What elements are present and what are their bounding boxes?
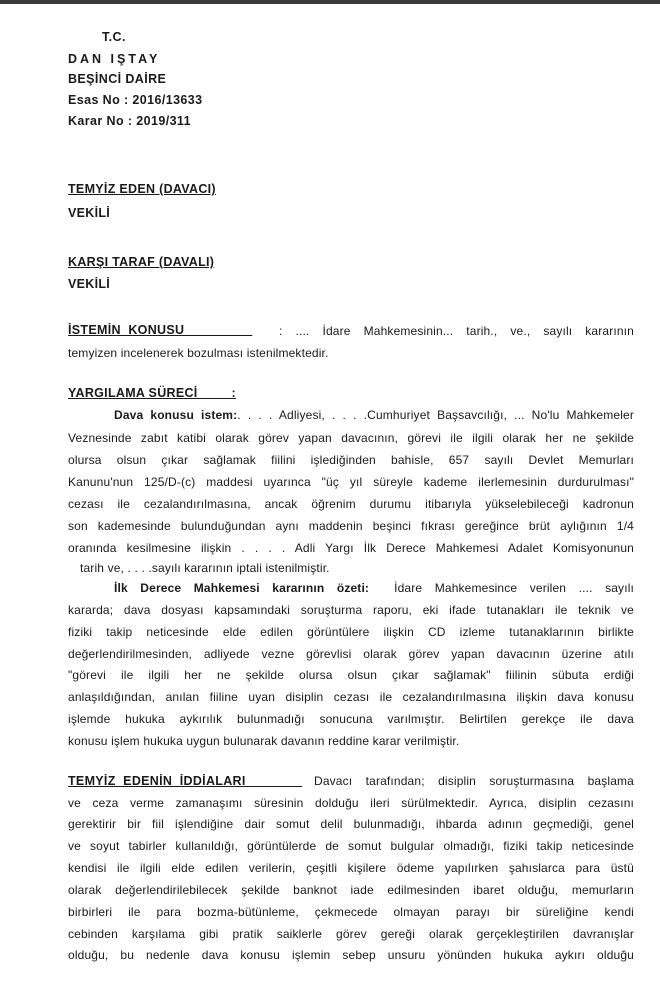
- claims-line: gerektirir bir fiil işlendiğine dair somut delil bulunmadığı, ihbarda adının geçmediği, genel: [68, 817, 634, 831]
- appellant-agent: VEKİLİ: [68, 206, 111, 220]
- claims-line: ve soyut tabirler kullanıldığı, görüntülerde de somut bulgular olmadığı, fiziki takip neticesinde: [68, 839, 634, 853]
- claims-line: ve ceza verme zamanaşımı süresinin dolduğu ileri sürülmektedir. Ayrıca, disiplin cezasını: [68, 796, 634, 810]
- claim-subject-label: Dava konusu istem:: [114, 408, 238, 422]
- procedure-p1-first-line: [114, 408, 634, 422]
- claims-title: TEMYİZ EDENİN İDDİALARI: [68, 774, 303, 788]
- procedure-p1-last-line: tarih ve, . . . .sayılı kararının iptali istenilmiştir.: [80, 561, 330, 575]
- header-chamber: BEŞİNCİ DAİRE: [68, 72, 167, 86]
- procedure-p1-line: Kanunu'nun 125/D-(c) maddesi uyarınca "üç yıl süreyle kademe ilerlemesinin durdurulması": [68, 475, 634, 489]
- request-title: İSTEMİN KONUSU: [68, 323, 253, 337]
- procedure-p2-line: değerlendirilmesinden, adliyede vezne görevlisi olarak görev yapan davacının üzerine atılı: [68, 647, 634, 661]
- procedure-p2-line: işlemde hukuka aykırılık bulunmadığı sonucuna varılmıştır. Belirtilen gerekçe ile dava: [68, 712, 634, 726]
- request-line: : .... İdare Mahkemesinin... tarih., ve., sayılı kararının: [279, 324, 634, 338]
- first-instance-summary-label: İlk Derece Mahkemesi kararının özeti:: [114, 581, 370, 595]
- procedure-p1-line: son kademesinde bulunduğundan aynı maddenin beşinci fıkrası gereğince brüt aylığının 1/4: [68, 519, 634, 533]
- claims-first-line: Davacı tarafından; disiplin soruşturmasına başlama: [314, 774, 634, 788]
- first-instance-summary-text: İdare Mahkemesince verilen .... sayılı: [394, 581, 634, 595]
- procedure-p2-line: kararda; dava dosyası kapsamındaki soruşturma raporu, eki ifade tutanakları ile teknik ve: [68, 603, 634, 617]
- procedure-p2-line: fiziki takip neticesinde elde edilen görüntülere ilişkin CD izleme tutanaklarının birlikte: [68, 625, 634, 639]
- header-court: DAN IŞTAY: [68, 52, 161, 66]
- claims-line: birbirleri ile para bozma-bütünleme, çekmecede olmayan parayı bir süreliğine kendi: [68, 905, 634, 919]
- claims-line: kendisi ile ilgili elde edilen verilerin, çeşitli kişilere ödeme yapılırken şahıslarca para üstü: [68, 861, 634, 875]
- appellant-title: TEMYİZ EDEN (DAVACI): [68, 182, 216, 196]
- procedure-p2-line: konusu işlem hukuka uygun bulunarak davanın reddine karar verilmiştir.: [68, 734, 460, 748]
- procedure-p1-line: oranında kesilmesine ilişkin . . . . Adli Yargı İlk Derece Mahkemesi Adalet Komisyonunun: [68, 541, 634, 555]
- claims-line: cebinden karşılama gibi pratik saiklerle görev gereği olarak gerçekleştirilen davranışlar: [68, 927, 634, 941]
- procedure-p2-line: "görevi ile ilgili her ne şekilde olursa olsun çıkar sağlamak" fiilinin sübuta erdiği: [68, 668, 634, 682]
- claim-subject-text: . . . . Adliyesi, . . . .Cumhuriyet Başsavcılığı, ... No'lu Mahkemeler: [237, 408, 634, 422]
- claims-line: olduğu, bu nedenle dava konusu işlemin sebep unsuru yönünden hukuka aykırı olduğu: [68, 948, 634, 962]
- respondent-agent: VEKİLİ: [68, 277, 111, 291]
- document-page: [0, 4, 660, 983]
- claims-line: olarak değerlendirilebilecek şekilde banknot iade edilmesinden ibaret olduğu, memurların: [68, 883, 634, 897]
- header-esas-no: Esas No : 2016/13633: [68, 93, 203, 107]
- procedure-p2-line: anlaşıldığından, anılan fiiline uyan disiplin cezası ile cezalandırılmasına ilişkin dava konusu: [68, 690, 634, 704]
- procedure-p1-line: olursa olsun çıkar sağlamak fiilini işlediğinden bahisle, 657 sayılı Devlet Memurları: [68, 453, 634, 467]
- procedure-title: YARGILAMA SÜRECİ :: [68, 386, 236, 400]
- procedure-p2-first-line: [114, 581, 634, 595]
- procedure-p1-line: cezası ile cezalandırılmasına, ancak öğrenim durumu itibarıyla yükselebileceği kadronun: [68, 497, 634, 511]
- respondent-title: KARŞI TARAF (DAVALI): [68, 255, 215, 269]
- header-tc: T.C.: [102, 30, 126, 44]
- request-line: temyizen incelenerek bozulması istenilmektedir.: [68, 346, 329, 360]
- procedure-p1-line: Veznesinde zabıt katibi olarak görev yapan davacının, görevi ile ilgili olarak her ne şekilde: [68, 431, 634, 445]
- header-karar-no: Karar No : 2019/311: [68, 114, 191, 128]
